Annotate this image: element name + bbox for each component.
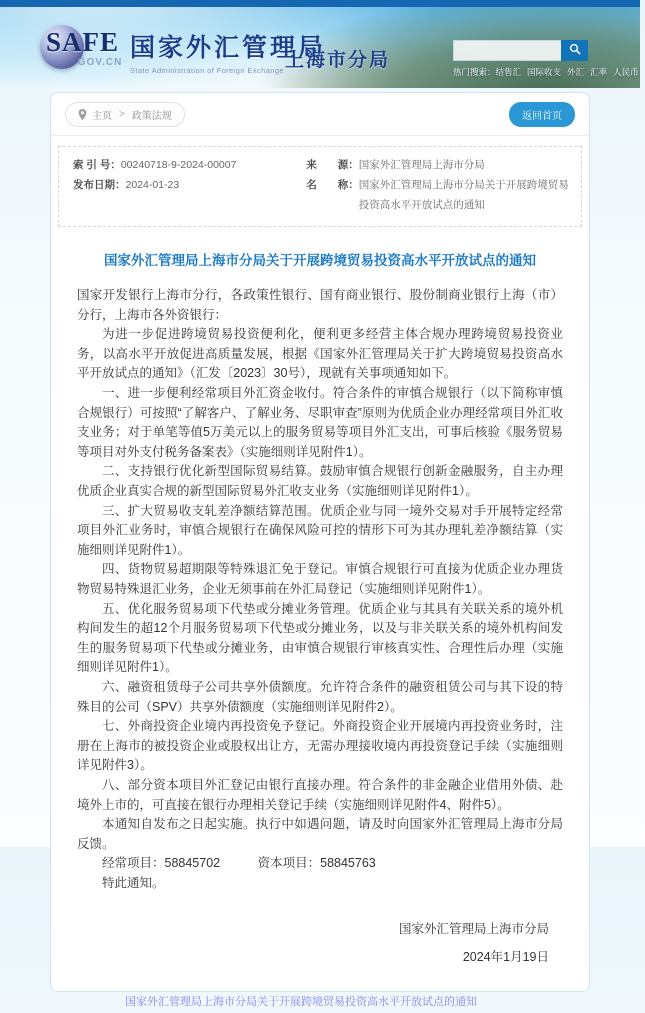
article-paragraph: 为进一步促进跨境贸易投资便利化，便利更多经营主体合规办理跨境贸易投资业务，以高水平开放促进高质量发展，根据《国家外汇管理局关于扩大跨境贸易投资高水平开放试点的通知》（汇发〔2023〕30号），现就有关事项通知如下。 — [77, 327, 563, 381]
signature-block — [77, 919, 563, 967]
article-paragraph: 一、进一步便利经常项目外汇资金收付。符合条件的审慎合规银行（以下简称审慎合规银行）可按照“了解客户、了解业务、尽职审查”原则为优质企业办理经常项目外汇收支业务；对于单笔等值5万美元以上的服务贸易等项目外汇支出，可事后核验《服务贸易等项目对外支付税务备案表》（实施细则详见附件1）。 — [77, 386, 563, 459]
search-icon — [569, 43, 581, 58]
meta-index-value: 00240718-9-2024-00007 — [120, 159, 237, 171]
meta-source-value: 国家外汇管理局上海市分局 — [358, 159, 485, 171]
article-paragraph: 四、货物贸易超期限等特殊退汇免于登记。审慎合规银行可直接为优质企业办理货物贸易特殊退汇业务，企业无须事前在外汇局登记（实施细则详见附件1）。 — [77, 562, 563, 596]
signature-date: 2024年1月19日 — [462, 950, 549, 965]
breadcrumb — [65, 102, 185, 127]
signature-org: 国家外汇管理局上海市分局 — [398, 922, 549, 937]
site-banner — [0, 7, 640, 88]
location-pin-icon — [78, 109, 87, 121]
article-body — [77, 286, 563, 1013]
logo-text: SAFE — [46, 27, 120, 57]
document-title: 国家外汇管理局上海市分局关于开展跨境贸易投资高水平开放试点的通知 — [104, 252, 536, 268]
content-card — [50, 92, 590, 1009]
top-accent-bar — [0, 0, 640, 7]
breadcrumb-home-link[interactable]: 主页 — [92, 111, 112, 122]
article-paragraph: 二、支持银行优化新型国际贸易结算。鼓励审慎合规银行创新金融服务，自主办理优质企业真实合规的新型国际贸易外汇收支业务（实施细则详见附件1）。 — [77, 464, 563, 498]
article-paragraph: 五、优化服务贸易项下代垫或分摊业务管理。优质企业与其具有关联关系的境外机构间发生的超12个月服务贸易项下代垫或分摊业务，以及与非关联关系的境外机构间发生的服务贸易项下代垫或分摊业务，由审慎合规银行审核真实性、合理性后办理（实施细则详见附件1）。 — [77, 601, 563, 675]
meta-name-value: 国家外汇管理局上海市分局关于开展跨境贸易投资高水平开放试点的通知 — [358, 178, 569, 211]
hot-search-link[interactable]: 国际收支 — [527, 67, 562, 77]
article-paragraph: 三、扩大贸易收支轧差净额结算范围。优质企业与同一境外交易对手开展特定经常项目外汇业务时，审慎合规银行在确保风险可控的情形下可为其办理轧差净额结算（实施细则详见附件1）。 — [77, 503, 563, 557]
breadcrumb-section-link[interactable]: 政策法规 — [131, 111, 172, 122]
article-paragraph: 八、部分资本项目外汇登记由银行直接办理。符合条件的非金融企业借用外债、赴境外上市的，可直接在银行办理相关登记手续（实施细则详见附件4、附件5）。 — [77, 777, 563, 812]
hot-search-link[interactable]: 结售汇 — [495, 67, 522, 77]
org-name-en: State Administration of Foreign Exchange — [130, 66, 284, 75]
attachment-link[interactable]: 国家外汇管理局上海市分局关于开展跨境贸易投资高水平开放试点的通知 — [125, 996, 477, 1009]
logo-domain: .GOV.CN — [74, 57, 123, 68]
hot-search-link[interactable]: 外汇 — [567, 67, 585, 77]
article-paragraph: 六、融资租赁母子公司共享外债额度。允许符合条件的融资租赁公司与其下设的特殊目的公司（SPV）共享外债额度（实施细则详见附件2）。 — [77, 679, 563, 714]
hot-search-link[interactable]: 汇率 — [590, 67, 608, 77]
meta-date-label: 发布日期： — [73, 178, 126, 191]
org-name: 国家外汇管理局 — [130, 34, 327, 62]
article-paragraph: 本通知自发布之日起实施。执行中如遇问题，请及时向国家外汇管理局上海市分局反馈。 — [77, 817, 563, 851]
document-meta — [58, 146, 582, 227]
meta-name-label: 名 称： — [306, 178, 359, 191]
hot-search — [453, 66, 639, 78]
hot-search-link[interactable]: 人民币 — [613, 67, 639, 77]
article-salutation: 国家开发银行上海市分行，各政策性银行、国有商业银行、股份制商业银行上海（市）分行，上海市各外资银行： — [77, 288, 563, 322]
safe-logo[interactable] — [40, 25, 123, 69]
search-button[interactable] — [561, 40, 588, 61]
branch-name: 上海市分局 — [285, 50, 391, 71]
article-paragraph: 经常项目：58845702 资本项目：58845763 — [102, 856, 376, 871]
meta-date-value: 2024-01-23 — [125, 178, 180, 191]
article-paragraph: 特此通知。 — [102, 875, 165, 890]
hot-search-label: 热门搜索： — [453, 67, 496, 77]
meta-source-label: 来 源： — [306, 159, 359, 171]
article-paragraph: 七、外商投资企业境内再投资免予登记。外商投资企业开展境内再投资业务时，注册在上海市的被投资企业或股权出让方，无需办理接收境内再投资登记手续（实施细则详见附件3）。 — [77, 719, 563, 773]
meta-index-label: 索 引 号： — [73, 159, 121, 171]
divider — [51, 135, 589, 136]
breadcrumb-separator: > — [119, 109, 125, 120]
back-home-button[interactable]: 返回首页 — [509, 102, 575, 127]
search-input[interactable] — [453, 40, 561, 61]
